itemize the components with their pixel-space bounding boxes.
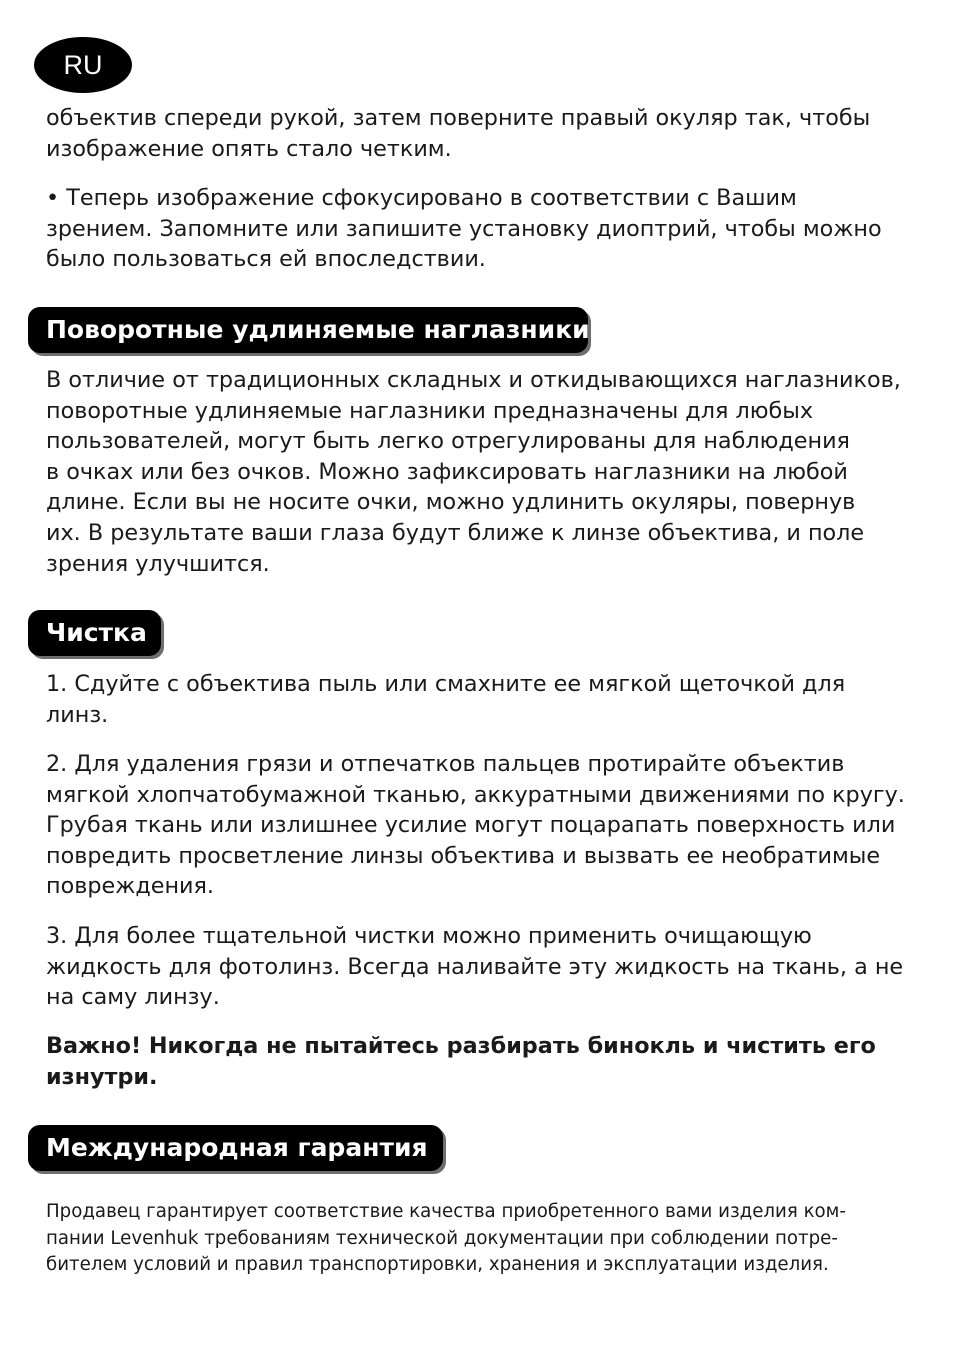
- heading-eyecups: Поворотные удлиняемые наглазники: [28, 307, 588, 353]
- paragraph-focus-continued: объектив спереди рукой, затем поверните правый окуляр так, чтобы изображение опять стало четким.: [46, 105, 871, 162]
- language-badge: RU: [34, 37, 132, 93]
- paragraph-cleaning-step-3: 3. Для более тщательной чистки можно применить очищающую жидкость для фотолинз. Всегда наливайте эту жидкость на ткань, а не на саму линзу.: [46, 923, 904, 1011]
- paragraph-diopter-note: • Теперь изображение сфокусировано в соответствии с Вашим зрением. Запомните или запишите установку диоптрий, чтобы можно было пользоваться ей впоследствии.: [46, 185, 882, 273]
- paragraph-warranty: Продавец гарантирует соответствие качества приобретенного вами изделия ком- пании Levenhuk требованиям технической документации при соблюдении потре- бителем условий и правил транспортировки, хранения и эксплуатации изделия.: [46, 1201, 846, 1276]
- paragraph-important-warning: Важно! Никогда не пытайтесь разбирать бинокль и чистить его изнутри.: [46, 1033, 876, 1090]
- paragraph-eyecups: В отличие от традиционных складных и откидывающихся наглазников, поворотные удлиняемые наглазники предназначены для любых пользователей, могут быть легко отрегулированы для наблюдения в очках или без очков. Можно зафиксировать наглазники на любой длине. Если вы не носите очки, можно удлинить окуляры, повернув их. В результате ваши глаза будут ближе к линзе объектива, и поле зрения улучшится.: [46, 367, 901, 577]
- heading-cleaning: Чистка: [28, 610, 161, 656]
- heading-warranty: Международная гарантия: [28, 1125, 443, 1171]
- paragraph-cleaning-step-2: 2. Для удаления грязи и отпечатков пальцев протирайте объектив мягкой хлопчатобумажной тканью, аккуратными движениями по кругу. Грубая ткань или излишнее усилие могут поцарапать поверхность или повредить просветление линзы объектива и вызвать ее необратимые повреждения.: [46, 751, 905, 900]
- paragraph-cleaning-step-1: 1. Сдуйте с объектива пыль или смахните ее мягкой щеточкой для линз.: [46, 671, 846, 728]
